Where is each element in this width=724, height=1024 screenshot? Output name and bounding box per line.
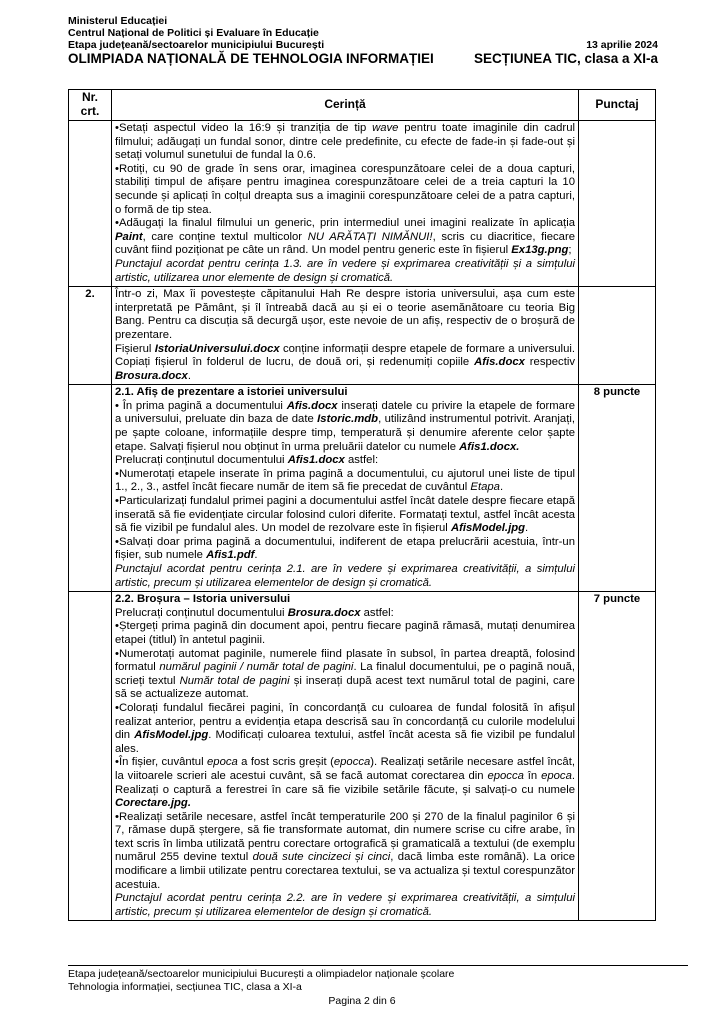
table-row: [69, 385, 656, 592]
requirement-cell: 2.2. Broșura – Istoria universului Prelucrați conținutul documentului Brosura.docx astfel: •Ștergeți prima pagină din document apoi, pentru fiecare pagină rămasă, mutați denumirea etapei (titlul) în antetul paginii. •Numerotați automat paginile, numerele fiind plasate în subsol, în partea dreaptă, folosind formatul numărul paginii / număr total de pagini. La finalul documentului, pe o pagină nouă, scrieți textul Număr total de pagini și inserați după acest text numărul total de pagini, care să se actualizeze automat. •Colorați fundalul fiecărei pagini, în concordanță cu culoarea de fundal folosită în afișul realizat anterior, pentru a evidenția etapa descrisă sau în concordanță cu culorile modelului din AfisModel.jpg. Modificați culoarea textului, astfel încât acesta să fie vizibil pe fundalul ales. •În fișier, cuvântul epoca a fost scris greșit (epocca). Realizați setările necesare astfel încât, la viitoarele scrieri ale acestui cuvânt, să se facă automat corectarea din epocca în epoca. Realizați o captură a ferestrei în care să fie vizibile setările făcute, și salvați-o cu numele Corectare.jpg. •Realizați setările necesare, astfel încât temperaturile 200 și 270 de la finalul paginilor 6 și 7, rămase după ștergere, să fie transformate automat, din numere scrise cu cifre arabe, în text scris în limba utilizată pentru corectare ortografică și gramaticală a textului (de exemplu numărul 255 devine textul două sute cincizeci și cinci, dacă limba este română). La orice modificare a limbii utilizate pentru corectarea textului, se va actualiza și textul corespunzător acestuia. Punctajul acordat pentru cerința 2.2. are în vedere și exprimarea creativității, a simțului artistic, precum și utilizarea elementelor de design și cromatică.: [112, 592, 579, 921]
points: 7 puncte: [579, 592, 656, 921]
subtask-title: 2.1. Afiș de prezentare a istoriei universului: [115, 386, 348, 399]
col-requirement: Cerință: [112, 90, 579, 121]
page-footer: [68, 965, 658, 993]
requirement-cell: Într-o zi, Max îi povestește căpitanului Hah Re despre istoria universului, așa cum este interpretată pe Pământ, și îl întreabă dacă au și ei o teorie asemănătoare cu teoria Big Bang. Pentru ca discuția să decurgă ușor, este nevoie de un afiș, respectiv de o broșură de prezentare. Fișierul IstoriaUniversului.docx conține informații despre etapele de formare a universului. Copiați fișierul în folderul de lucru, de două ori, și redenumiți copiile Afis.docx respectiv Brosura.docx.: [112, 287, 579, 385]
ministry: Ministerul Educației: [68, 15, 168, 27]
table-row: [69, 121, 656, 287]
requirement-cell: 2.1. Afiș de prezentare a istoriei universului • În prima pagină a documentului Afis.docx inserați datele cu privire la etapele de formare a universului, preluate din baza de date Istoric.mdb, utilizând instrumentul potrivit. Aranjați, pe șapte coloane, informațiile despre timp, temperatură și denumire aferente celor șapte etape. Salvați fișierul nou obținut în urma preluării datelor cu numele Afis1.docx. Prelucrați conținutul documentului Afis1.docx astfel: •Numerotați etapele inserate în prima pagină a documentului, cu ajutorul unei liste de tipul 1., 2., 3., astfel încât fiecare număr de item să fie precedat de cuvântul Etapa. •Particularizați fundalul primei pagini a documentului astfel încât datele despre fiecare etapă inserată să fie evidențiate circular folosind culori diferite. Formatați textul, astfel încât acesta să fie vizibil pe fundalul ales. Un model de rezolvare este în fișierul AfisModel.jpg. •Salvați doar prima pagină a documentului, indiferent de etapa prelucrării acestuia, într-un fișier, sub numele Afis1.pdf. Punctajul acordat pentru cerința 2.1. are în vedere și exprimarea creativității, a simțului artistic, precum și utilizarea elementelor de design și cromatică.: [112, 385, 579, 592]
olympiad-title: OLIMPIADA NAȚIONALĂ DE TEHNOLOGIA INFORMAȚIEI: [68, 51, 434, 66]
table-row: [69, 592, 656, 921]
center: Centrul Național de Politici și Evaluare în Educație: [68, 27, 319, 39]
points: 8 puncte: [579, 385, 656, 592]
footer-line-1: Etapa județeană/sectoarelor municipiului București a olimpiadelor naționale școlare: [68, 968, 455, 980]
footer-line-2: Tehnologia informației, secțiunea TIC, clasa a XI-a: [68, 980, 302, 993]
subtask-title: 2.2. Broșura – Istoria universului: [115, 593, 291, 606]
col-points: Punctaj: [579, 90, 656, 121]
row-number: 2.: [69, 287, 112, 385]
footer-divider: [68, 965, 688, 966]
table-row: [69, 287, 656, 385]
exam-date: 13 aprilie 2024: [586, 39, 658, 51]
requirement-cell: •Setați aspectul video la 16:9 și tranziția de tip wave pentru toate imaginile din cadrul filmului; adăugați un fundal sonor, dintre cele predefinite, cu efecte de fade-in și fade-out și setați volumul sunetului de fundal la 0.6. •Rotiți, cu 90 de grade în sens orar, imaginea corespunzătoare celei de a doua capturi, stabiliți timpul de afișare pentru imaginea corespunzătoare celei de a treia capturi la 10 secunde și aplicați în colțul dreapta sus a imaginii corespunzătoare celei de a patra capturi, o formă de tip stea. •Adăugați la finalul filmului un generic, prin intermediul unei imagini realizate în aplicația Paint, care conține textul multicolor NU ARĂTAȚI NIMĂNUI!, scris cu diacritice, fiecare cuvânt fiind poziționat pe câte un rând. Un model pentru generic este în fișierul Ex13g.png; Punctajul acordat pentru cerința 1.3. are în vedere și exprimarea creativității și a simțului artistic, utilizarea unor elemente de design și cromatică.: [112, 121, 579, 287]
col-nr: Nr. crt.: [69, 90, 112, 121]
page-header: [68, 15, 658, 66]
requirements-table: [68, 89, 656, 921]
page-number: Pagina 2 din 6: [328, 995, 396, 1007]
section-title: SECȚIUNEA TIC, clasa a XI-a: [473, 51, 658, 66]
stage: Etapa județeană/sectoarelor municipiului București: [68, 39, 325, 51]
table-header-row: [69, 90, 656, 121]
